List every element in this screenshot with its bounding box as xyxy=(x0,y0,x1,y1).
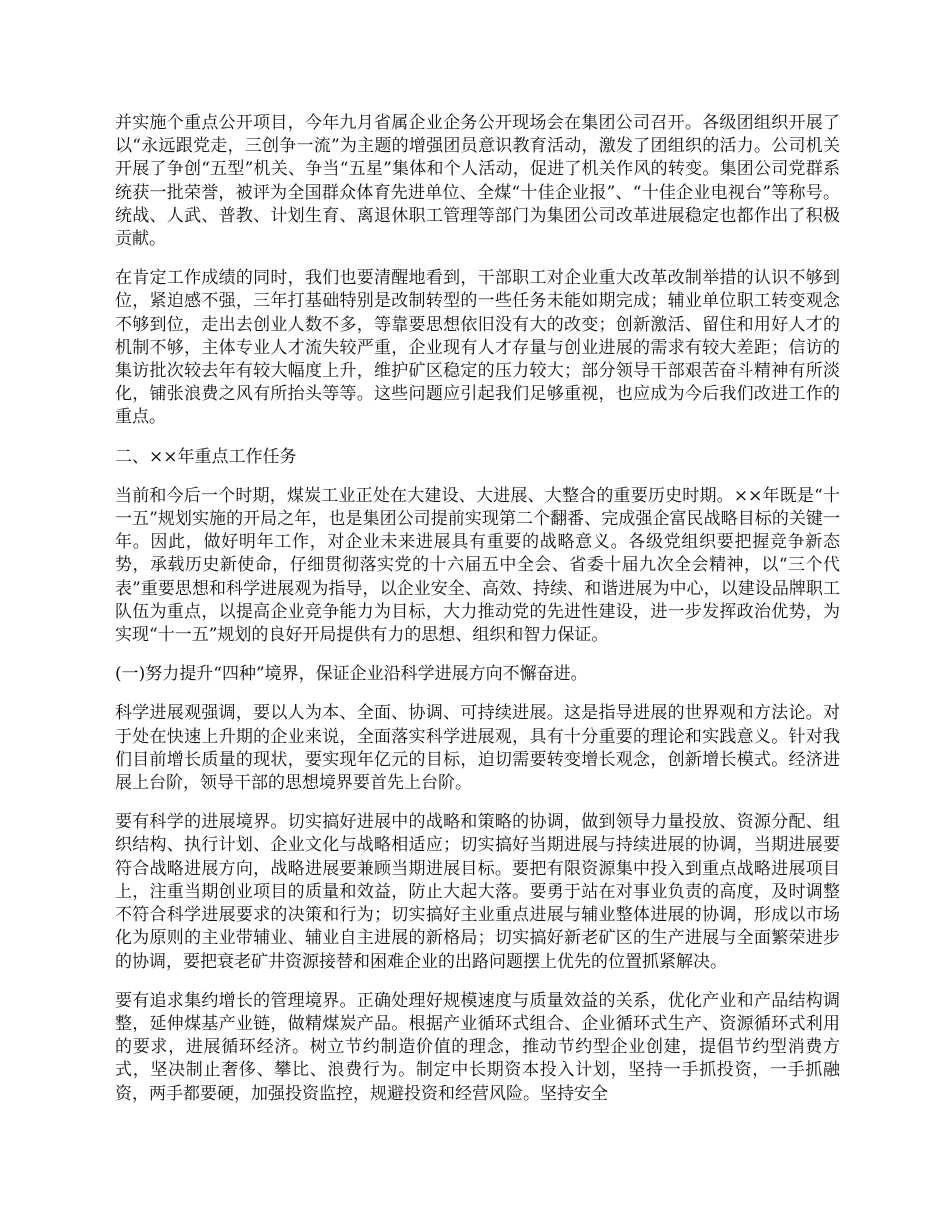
document-body xyxy=(115,112,840,1122)
section-heading-key-tasks: 二、××年重点工作任务 xyxy=(115,446,297,467)
subsection-heading-four-realms: (一)努力提升“四种”境界，保证企业沿科学进展方向不懈奋进。 xyxy=(115,664,588,685)
paragraph-scientific-outlook: 科学进展观强调，要以人为本、全面、协调、可持续进展。这是指导进展的世界观和方法论。对于处在快速上升期的企业来说，全面落实科学进展观，具有十分重要的理论和实践意义。针对我们目前增长质量的现状，要实现年亿元的目标，迫切需要转变增长观念，创新增长模式。经济进展上台阶，领导干部的思想境界要首先上台阶。 xyxy=(115,703,840,794)
paragraph-development-realm: 要有科学的进展境界。切实搞好进展中的战略和策略的协调，做到领导力量投放、资源分配、组织结构、执行计划、企业文化与战略相适应；切实搞好当期进展与持续进展的协调，当期进展要符合战略进展方向，战略进展要兼顾当期进展目标。要把有限资源集中投入到重点战略进展项目上，注重当期创业项目的质量和效益，防止大起大落。要勇于站在对事业负责的高度，及时调整不符合科学进展要求的决策和行为；切实搞好主业重点进展与辅业整体进展的协调，形成以市场化为原则的主业带辅业、辅业自主进展的新格局；切实搞好新老矿区的生产进展与全面繁荣进步的协调，要把衰老矿井资源接替和困难企业的出路问题摆上优先的位置抓紧解决。 xyxy=(115,812,840,972)
paragraph-problems: 在肯定工作成绩的同时，我们也要清醒地看到，干部职工对企业重大改革改制举措的认识不够到位，紧迫感不强，三年打基础特别是改制转型的一些任务未能如期完成；辅业单位职工转变观念不够到位，走出去创业人数不多，等靠要思想依旧没有大的改变；创新激活、留住和用好人才的机制不够，主体专业人才流失较严重，企业现有人才存量与创业进展的需求有较大差距；信访的集访批次较去年有较大幅度上升，维护矿区稳定的压力较大；部分领导干部艰苦奋斗精神有所淡化，铺张浪费之风有所抬头等等。这些问题应引起我们足够重视，也应成为今后我们改进工作的重点。 xyxy=(115,268,840,428)
paragraph-current-period: 当前和今后一个时期，煤炭工业正处在大建设、大进展、大整合的重要历史时期。××年既是“十一五”规划实施的开局之年，也是集团公司提前实现第二个翻番、完成强企富民战略目标的关键一年。因此，做好明年工作，对企业未来进展具有重要的战略意义。各级党组织要把握竞争新态势，承载历史新使命，仔细贯彻落实党的十六届五中全会、省委十届九次全会精神，以“三个代表”重要思想和科学进展观为指导，以企业安全、高效、持续、和谐进展为中心，以建设品牌职工队伍为重点，以提高企业竞争能力为目标，大力推动党的先进性建设，进一步发挥政治优势，为实现“十一五”规划的良好开局提供有力的思想、组织和智力保证。 xyxy=(115,485,840,646)
paragraph-management-realm: 要有追求集约增长的管理境界。正确处理好规模速度与质量效益的关系，优化产业和产品结构调整，延伸煤基产业链，做精煤炭产品。根据产业循环式组合、企业循环式生产、资源循环式利用的要求，进展循环经济。树立节约制造价值的理念，推动节约型企业创建，提倡节约型消费方式，坚决制止奢侈、攀比、浪费行为。制定中长期资本投入计划，坚持一手抓投资，一手抓融资，两手都要硬，加强投资监控，规避投资和经营风险。坚持安全 xyxy=(115,990,840,1104)
paragraph-achievements: 并实施个重点公开项目，今年九月省属企业企务公开现场会在集团公司召开。各级团组织开展了以“永远跟党走，三创争一流”为主题的增强团员意识教育活动，激发了团组织的活力。公司机关开展了争创“五型”机关、争当“五星”集体和个人活动，促进了机关作风的转变。集团公司党群系统获一批荣誉，被评为全国群众体育先进单位、全煤“十佳企业报”、“十佳企业电视台”等称号。统战、人武、普教、计划生育、离退休职工管理等部门为集团公司改革进展稳定也都作出了积极贡献。 xyxy=(115,113,840,250)
